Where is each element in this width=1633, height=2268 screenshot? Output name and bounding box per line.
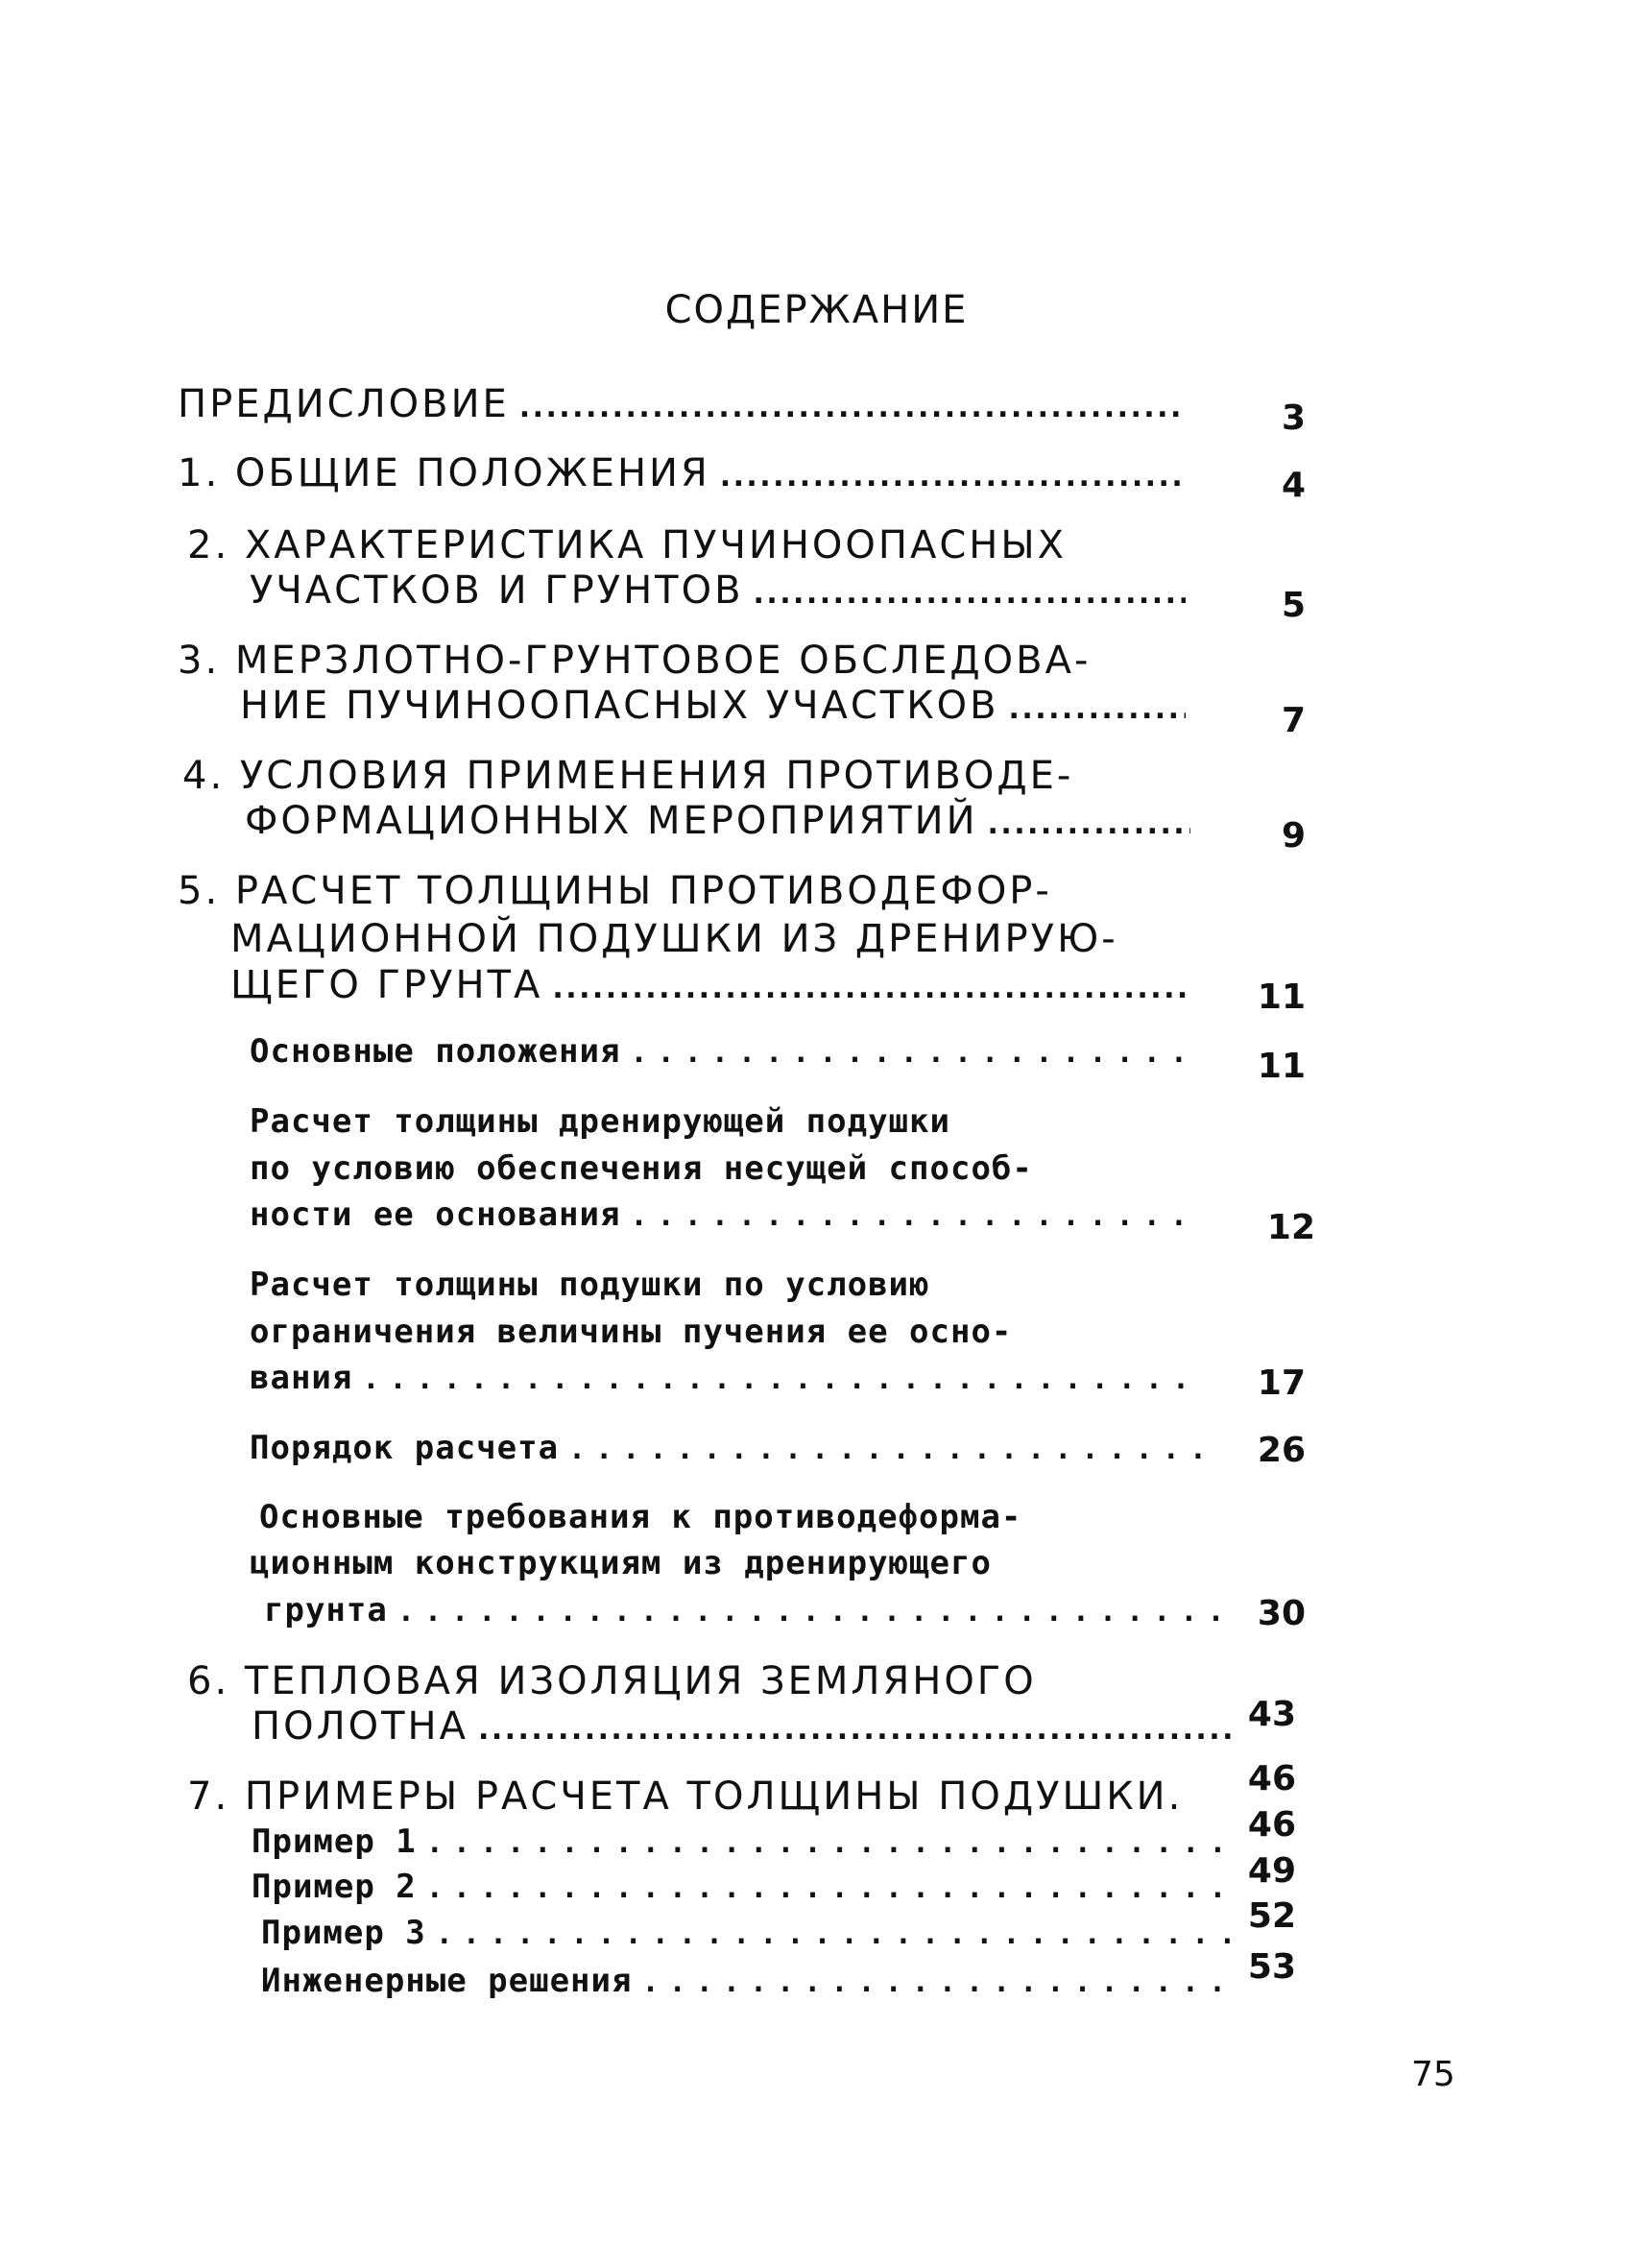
toc-page-number: 46 (1247, 1805, 1296, 1845)
toc-entry-text: Пример 2 (252, 1868, 417, 1906)
dot-leader (630, 1199, 1195, 1233)
toc-page-number: 4 (1281, 466, 1306, 505)
toc-line (250, 568, 1186, 613)
page-title: СОДЕРЖАНИЕ (664, 288, 969, 332)
toc-line: ограничения величины пучения ее осно- (250, 1313, 1013, 1351)
toc-page-number: 17 (1257, 1363, 1306, 1403)
dot-leader (988, 808, 1190, 841)
dot-leader (720, 460, 1186, 494)
toc-page-number: 52 (1247, 1896, 1296, 1936)
toc-line: 5. РАСЧЕТ ТОЛЩИНЫ ПРОТИВОДЕФОР- (178, 869, 1052, 913)
toc-line (252, 1704, 1231, 1749)
toc-line (250, 1429, 1210, 1467)
toc-entry-text: Инженерные решения (261, 1962, 633, 2000)
toc-line (264, 1591, 1219, 1629)
toc-entry-text: грунта (264, 1591, 388, 1629)
toc-entry-text: ФОРМАЦИОННЫХ МЕРОПРИЯТИЙ (245, 799, 978, 843)
toc-entry-text: ности ее основания (250, 1195, 621, 1234)
toc-line: МАЦИОННОЙ ПОДУШКИ ИЗ ДРЕНИРУЮ- (230, 917, 1118, 961)
toc-page-number: 43 (1247, 1695, 1296, 1734)
toc-line: 3. МЕРЗЛОТНО-ГРУНТОВОЕ ОБСЛЕДОВА- (178, 639, 1092, 683)
toc-page-number: 46 (1247, 1759, 1296, 1798)
toc-page-number: 11 (1257, 1047, 1306, 1086)
toc-line: Расчет толщины подушки по условию (250, 1266, 930, 1304)
toc-entry-text: вания (250, 1359, 353, 1397)
page-number: 75 (1411, 2055, 1455, 2094)
toc-page-number: 12 (1266, 1208, 1315, 1247)
toc-line: 4. УСЛОВИЯ ПРИМЕНЕНИЯ ПРОТИВОДЕ- (182, 754, 1074, 798)
toc-entry-text: Пример 1 (252, 1822, 417, 1861)
dot-leader (362, 1363, 1195, 1396)
toc-line (250, 1359, 1195, 1397)
toc-page-number: 49 (1247, 1851, 1296, 1891)
toc-line: Расчет толщины дренирующей подушки (250, 1102, 950, 1141)
toc-line (178, 382, 1186, 426)
toc-page-number: 7 (1281, 701, 1306, 740)
toc-entry-text: ЩЕГО ГРУНТА (230, 963, 543, 1007)
toc-page-number: 26 (1257, 1431, 1306, 1470)
toc-entry-text: ПРЕДИСЛОВИЕ (178, 382, 510, 426)
dot-leader (641, 1966, 1236, 1999)
toc-page-number: 3 (1281, 398, 1306, 438)
toc-line (245, 799, 1190, 843)
dot-leader (478, 1713, 1231, 1747)
toc-entry-text: Порядок расчета (250, 1429, 560, 1467)
dot-leader (397, 1595, 1219, 1629)
dot-leader (1009, 692, 1186, 726)
toc-line (250, 1195, 1195, 1234)
toc-line (252, 1822, 1231, 1861)
toc-line: 7. ПРИМЕРЫ РАСЧЕТА ТОЛЩИНЫ ПОДУШКИ. (187, 1774, 1184, 1819)
dot-leader (552, 972, 1190, 1005)
dot-leader (426, 1871, 1231, 1905)
toc-line: ционным конструкциям из дренирующего (250, 1544, 992, 1582)
toc-entry-text: ПОЛОТНА (252, 1704, 468, 1749)
toc-page-number: 5 (1281, 586, 1306, 625)
toc-page-number: 11 (1257, 977, 1306, 1017)
toc-line: 2. ХАРАКТЕРИСТИКА ПУЧИНООПАСНЫХ (187, 523, 1068, 567)
toc-line (261, 1914, 1236, 1952)
dot-leader (568, 1433, 1210, 1466)
dot-leader (519, 391, 1186, 424)
toc-line (230, 963, 1190, 1007)
toc-page-number: 9 (1281, 816, 1306, 856)
dot-leader (630, 1036, 1190, 1070)
dot-leader (426, 1826, 1231, 1860)
toc-entry-text: 1. ОБЩИЕ ПОЛОЖЕНИЯ (178, 451, 710, 495)
dot-leader (754, 577, 1186, 611)
toc-line (240, 684, 1186, 728)
toc-line (250, 1032, 1190, 1071)
toc-line (178, 451, 1186, 495)
toc-line (261, 1962, 1236, 2000)
toc-line: 6. ТЕПЛОВАЯ ИЗОЛЯЦИЯ ЗЕМЛЯНОГО (187, 1659, 1037, 1703)
toc-page-number: 30 (1257, 1594, 1306, 1633)
toc-entry-text: НИЕ ПУЧИНООПАСНЫХ УЧАСТКОВ (240, 684, 999, 728)
toc-line: Основные требования к противодеформа- (259, 1498, 1022, 1536)
toc-page-number: 53 (1247, 1947, 1296, 1987)
toc-line: по условию обеспечения несущей способ- (250, 1149, 1033, 1188)
toc-entry-text: Основные положения (250, 1032, 621, 1071)
dot-leader (436, 1918, 1236, 1951)
toc-line (252, 1868, 1231, 1906)
toc-entry-text: УЧАСТКОВ И ГРУНТОВ (250, 568, 744, 613)
toc-entry-text: Пример 3 (261, 1914, 426, 1952)
